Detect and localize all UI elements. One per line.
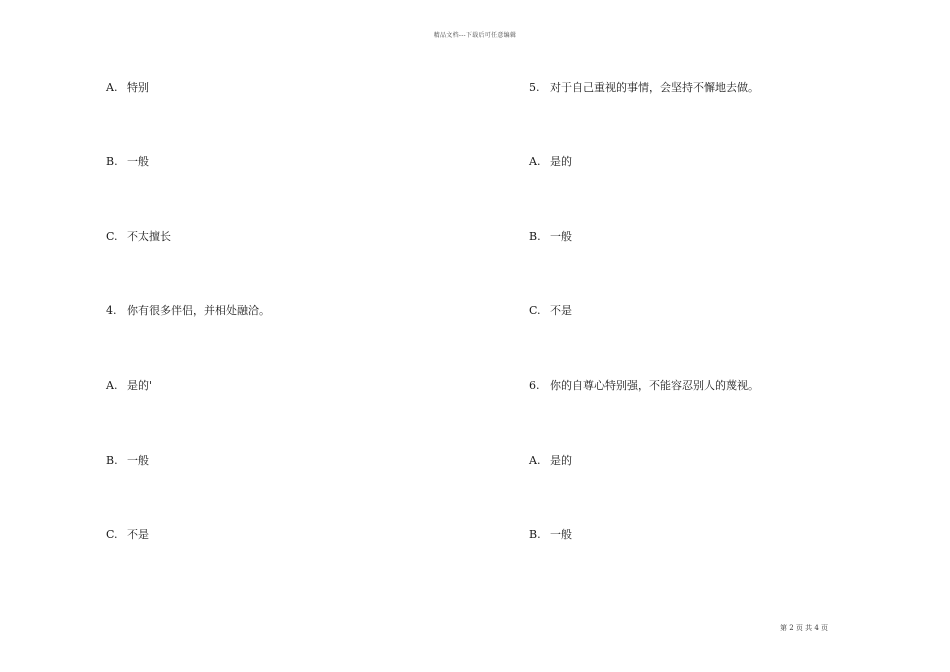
item-label: B. [529, 528, 541, 541]
item-label: A. [106, 379, 118, 392]
item-text: 不是 [550, 304, 572, 317]
item-label: 4. [106, 304, 117, 317]
item-text: 对于自己重视的事情，会坚持不懈地去做。 [550, 81, 759, 94]
item-text: 一般 [550, 230, 572, 243]
item-label: C. [529, 304, 541, 317]
page-header: 精品文档---下载后可任意编辑 [433, 32, 517, 39]
option-a [106, 81, 149, 95]
question-5 [529, 81, 759, 95]
option-b [106, 155, 149, 169]
item-label: C. [106, 528, 118, 541]
item-text: 不太擅长 [127, 230, 171, 243]
option-b [106, 454, 149, 468]
question-6 [529, 379, 759, 393]
option-c [106, 230, 171, 244]
item-text: 你的自尊心特别强，不能容忍别人的蔑视。 [550, 379, 759, 392]
item-text: 不是 [127, 528, 149, 541]
item-text: 一般 [127, 155, 149, 168]
item-label: A. [529, 155, 541, 168]
item-label: A. [529, 454, 541, 467]
item-label: 6. [529, 379, 540, 392]
question-4 [106, 304, 270, 318]
item-label: B. [529, 230, 541, 243]
item-text: 一般 [550, 528, 572, 541]
page-footer: 第 2 页 共 4 页 [780, 624, 829, 632]
item-label: B. [106, 454, 118, 467]
option-b [529, 528, 572, 542]
option-a [529, 454, 572, 468]
option-a [529, 155, 572, 169]
item-label: C. [106, 230, 118, 243]
item-text: 特别 [127, 81, 149, 94]
option-c [529, 304, 572, 318]
item-text: 你有很多伴侣，并相处融洽。 [127, 304, 270, 317]
option-b [529, 230, 572, 244]
item-text: 是的' [127, 379, 153, 392]
item-text: 一般 [127, 454, 149, 467]
item-text: 是的 [550, 155, 572, 168]
item-label: B. [106, 155, 118, 168]
item-label: A. [106, 81, 118, 94]
item-text: 是的 [550, 454, 572, 467]
item-label: 5. [529, 81, 540, 94]
option-a [106, 379, 152, 393]
option-c [106, 528, 149, 542]
